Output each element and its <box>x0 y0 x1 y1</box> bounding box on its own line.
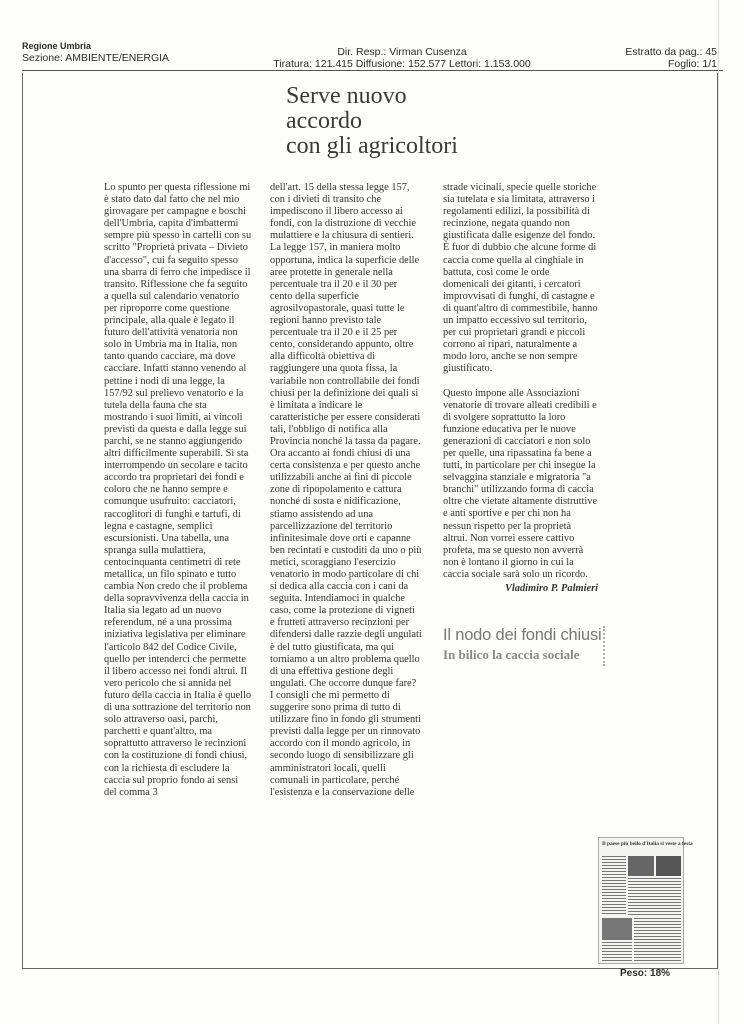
page-header <box>22 40 723 70</box>
thumbnail-photo <box>602 918 632 940</box>
header-left <box>22 40 169 64</box>
author-signature: Vladimiro P. Palmieri <box>504 583 598 594</box>
column-3-paragraph-1: strade vicinali, specie quelle storiche sia tutelata e sia limitata, attraverso i regolamenti edilizi, la possibilità di recinzione, negata quando non giustificata dalle esigenze del fondo. È fuor di dubbio che alcune forme di caccia come quella al cinghiale in battuta, così come le orde domenicali dei gitanti, i cercatori improvvisati di funghi, di castagne e di quant'altro di commestibile, hanno un impatto eccessivo sul territorio, per cui proprietari grandi e piccoli corrono ai ripari, naturalmente a modo loro, anche se non sempre giustificato. <box>443 182 598 375</box>
kicker-title: Il nodo dei fondi chiusi <box>443 626 602 644</box>
article-column-3 <box>443 182 598 595</box>
thumbnail-text-block <box>628 878 681 916</box>
circulation-label: Tiratura: 121.415 Diffusione: 152.577 Lettori: 1.153.000 <box>273 58 531 70</box>
article-headline <box>286 84 506 159</box>
scan-edge <box>718 0 719 1024</box>
thumbnail-photo <box>656 856 681 876</box>
column-1-text: Lo spunto per questa riflessione mi è stato dato dal fatto che nel mio girovagare per campagne e boschi dell'Umbria, capita d'imbattermi sempre più spesso in cartelli con su scritto "Proprietà privata – Divieto d'accesso", cui fa seguito spesso una sbarra di ferro che impedisce il transito. Riflessione che fa seguito a quella sul calendario venatorio per riproporre come questione principale, alla quale è legato il futuro dell'attività venatoria non solo in Umbria ma in Italia, non tanto quando cacciare, ma dove cacciare. Infatti stanno venendo al pettine i nodi di una legge, la 157/92 sul prelievo venatorio e la tutela della fauna che sta mostrando i suoi limiti, ai vincoli previsti da questa e dalla legge sui parchi, se ne stanno aggiungendo altri difficilmente superabili. Si sta interrompendo un secolare e tacito accordo tra proprietari dei fondi e coloro che ne hanno sempre e comunque usufruito: cacciatori, raccoglitori di funghi e tartufi, di legna e castagne, semplici escursionisti. Una tabella, una spranga sulla mulattiera, centocinquanta centimetri di rete metallica, un filo spinato e tutto cambia Non credo che il problema della sopravvivenza della caccia in Italia sia legato ad un nuovo referendum, né a una prossima iniziativa legislativa per eliminare l'articolo 842 del Codice Civile, quello per intenderci che permette il libero accesso nei fondi altrui. Il vero pericolo che si annida nel futuro della caccia in Italia è quello di una sottrazione del territorio non solo attraverso oasi, parchi, parchetti e quant'altro, ma soprattutto attraverso le recinzioni con la costituzione di fondi chiusi, con la richiesta di escludere la caccia sul proprio fondo ai sensi del comma 3 <box>104 182 252 798</box>
thumbnail-title: Il paese più bello d'Italia si veste a festa <box>602 841 693 847</box>
column-3-paragraph-2: Questo impone alle Associazioni venatorie di trovare alleati credibili e di svolgere soprattutto la loro funzione educativa per le nuove generazioni di cacciatori e non solo per quelle, una ripassatina fa bene a tutti, in particolare per chi insegue la selvaggina stanziale e migratoria "a branchi" utilizzando forma di caccia oltre che vietate altamente distruttive e anti sportive e per chi non ha nessun rispetto per la proprietà altrui. Non vorrei essere cattivo profeta, ma se questo non avverrà non è lontano il giorno in cui la caccia sociale sarà solo un ricordo. <box>443 387 598 580</box>
kicker-divider <box>603 626 605 666</box>
thumbnail-text-block <box>602 856 626 916</box>
thumbnail-text-block <box>634 918 681 962</box>
thumbnail-photo <box>628 856 654 876</box>
section-label: Sezione: AMBIENTE/ENERGIA <box>22 52 170 64</box>
extract-page-label: Estratto da pag.: 45 <box>625 46 717 58</box>
article-column-2 <box>270 182 422 799</box>
page-thumbnail <box>598 837 693 964</box>
weight-label: Peso: 18% <box>620 968 671 979</box>
sheet-label: Foglio: 1/1 <box>667 58 717 70</box>
article-column-1 <box>104 182 252 799</box>
headline-line-3: con gli agricoltori <box>286 133 458 159</box>
headline-line-1: Serve nuovo <box>286 83 407 109</box>
header-right <box>625 46 717 70</box>
header-divider <box>22 70 723 71</box>
region-name: Regione Umbria <box>22 41 92 51</box>
article-kicker <box>443 626 613 663</box>
column-2-text: dell'art. 15 della stessa legge 157, con i divieti di transito che impediscono il libero accesso ai fondi, con la distruzione di vecchie mulattiere e la chiusura di sentieri. La legge 157, in maniera molto opportuna, indica la superficie delle aree protette in generale nella percentuale tra il 20 e il 30 per cento della superficie agrosilvopastorale, quasi tutte le regioni hanno previsto tale percentuale tra il 20 e il 25 per cento, considerando appunto, oltre alla difficoltà obiettiva di raggiungere una quota fissa, la variabile non controllabile dei fondi chiusi per la definizione dei quali si è limitata a indicare le caratteristiche per essere considerati tali, l'obbligo di notifica alla Provincia nonché la tassa da pagare. Ora accanto ai fondi chiusi di una certa consistenza e per questo anche utilizzabili anche ai fini di piccole zone di ripopolamento e cattura nonché di sosta e nidificazione, stiamo assistendo ad una parcellizzazione del territorio infinitesimale dove orti e capanne ben recintati e custoditi da uno o più metici, scoraggiano l'esercizio venatorio in modo particolare di chi si dedica alla caccia con i cani da seguita. Intendiamoci in qualche caso, come la protezione di vigneti e frutteti attraverso recinzioni per difendersi dalle razzie degli ungulati è del tutto giustificata, ma qui torniamo a un altro problema quello di una effettiva gestione degli ungulati. Che occorre dunque fare? I consigli che mi permetto di suggerire sono prima di tutto di utilizzare fino in fondo gli strumenti previsti dalla legge per un rinnovato accordo con il mondo agricolo, in secondo luogo di sensibilizzare gli amministratori locali, quelli comunali in particolare, perché l'esistenza e la conservazione delle <box>270 182 422 798</box>
kicker-subtitle: In bilico la caccia sociale <box>443 647 580 662</box>
header-center <box>242 46 562 70</box>
headline-line-2: accordo <box>286 108 362 134</box>
director-label: Dir. Resp.: Virman Cusenza <box>337 46 467 58</box>
thumbnail-text-block <box>602 942 632 962</box>
